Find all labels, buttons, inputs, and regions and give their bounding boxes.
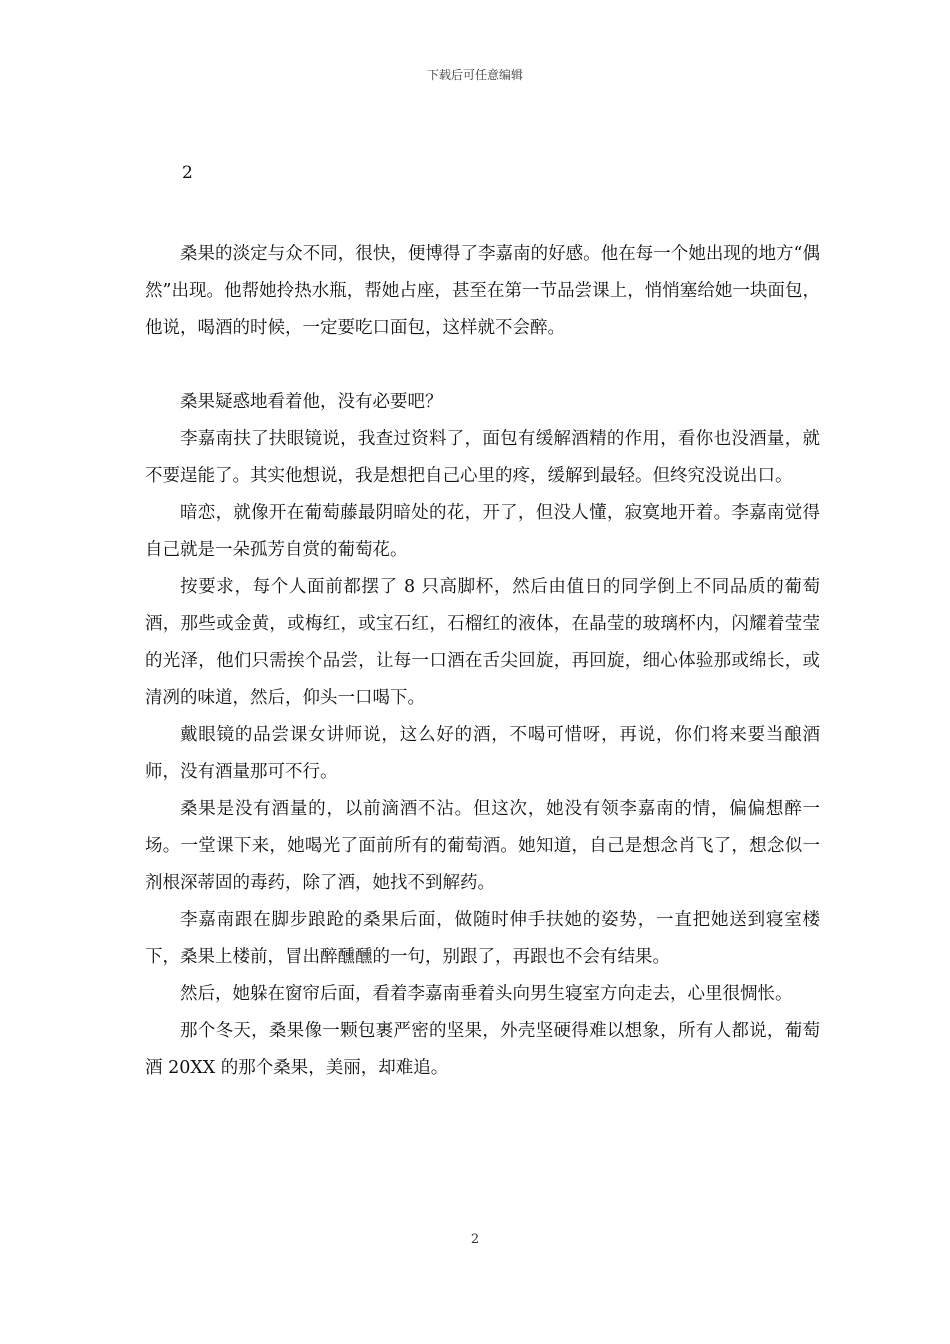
paragraph: 桑果的淡定与众不同，很快，便博得了李嘉南的好感。他在每一个她出现的地方“偶然”出现。他帮她拎热水瓶，帮她占座，甚至在第一节品尝课上，悄悄塞给她一块面包，他说，喝酒的时候，一定要吃口面包，这样就不会醉。 bbox=[145, 244, 820, 338]
paragraph: 按要求，每个人面前都摆了 8 只高脚杯，然后由值日的同学倒上不同品质的葡萄酒，那些或金黄，或梅红，或宝石红，石榴红的液体，在晶莹的玻璃杯内，闪耀着莹莹的光泽，他们只需挨个品尝，让每一口酒在舌尖回旋，再回旋，细心体验那或绵长，或清冽的味道，然后，仰头一口喝下。 bbox=[145, 577, 820, 708]
document-body bbox=[145, 236, 820, 1087]
paragraph: 桑果是没有酒量的，以前滴酒不沾。但这次，她没有领李嘉南的情，偏偏想醉一场。一堂课下来，她喝光了面前所有的葡萄酒。她知道，自己是想念肖飞了，想念似一剂根深蒂固的毒药，除了酒，她找不到解药。 bbox=[145, 799, 820, 893]
paragraph: 然后，她躲在窗帘后面，看着李嘉南垂着头向男生寝室方向走去，心里很惆怅。 bbox=[180, 984, 793, 1004]
page-number: 2 bbox=[470, 1232, 480, 1247]
paragraph: 桑果疑惑地看着他，没有必要吧？ bbox=[180, 392, 443, 412]
paragraph: 暗恋，就像开在葡萄藤最阴暗处的花，开了，但没人懂，寂寞地开着。李嘉南觉得自己就是一朵孤芳自赏的葡萄花。 bbox=[145, 503, 820, 560]
page-header-note: 下载后可任意编辑 bbox=[426, 68, 523, 82]
section-number: 2 bbox=[182, 163, 193, 183]
paragraph: 那个冬天，桑果像一颗包裹严密的坚果，外壳坚硬得难以想象，所有人都说，葡萄酒 20XX 的那个桑果，美丽，却难追。 bbox=[145, 1021, 820, 1078]
paragraph: 李嘉南跟在脚步踉跄的桑果后面，做随时伸手扶她的姿势，一直把她送到寝室楼下，桑果上楼前，冒出醉醺醺的一句，别跟了，再跟也不会有结果。 bbox=[145, 910, 820, 967]
paragraph: 戴眼镜的品尝课女讲师说，这么好的酒，不喝可惜呀，再说，你们将来要当酿酒师，没有酒量那可不行。 bbox=[145, 725, 820, 782]
paragraph: 李嘉南扶了扶眼镜说，我查过资料了，面包有缓解酒精的作用，看你也没酒量，就不要逞能了。其实他想说，我是想把自己心里的疼，缓解到最轻。但终究没说出口。 bbox=[145, 429, 820, 486]
